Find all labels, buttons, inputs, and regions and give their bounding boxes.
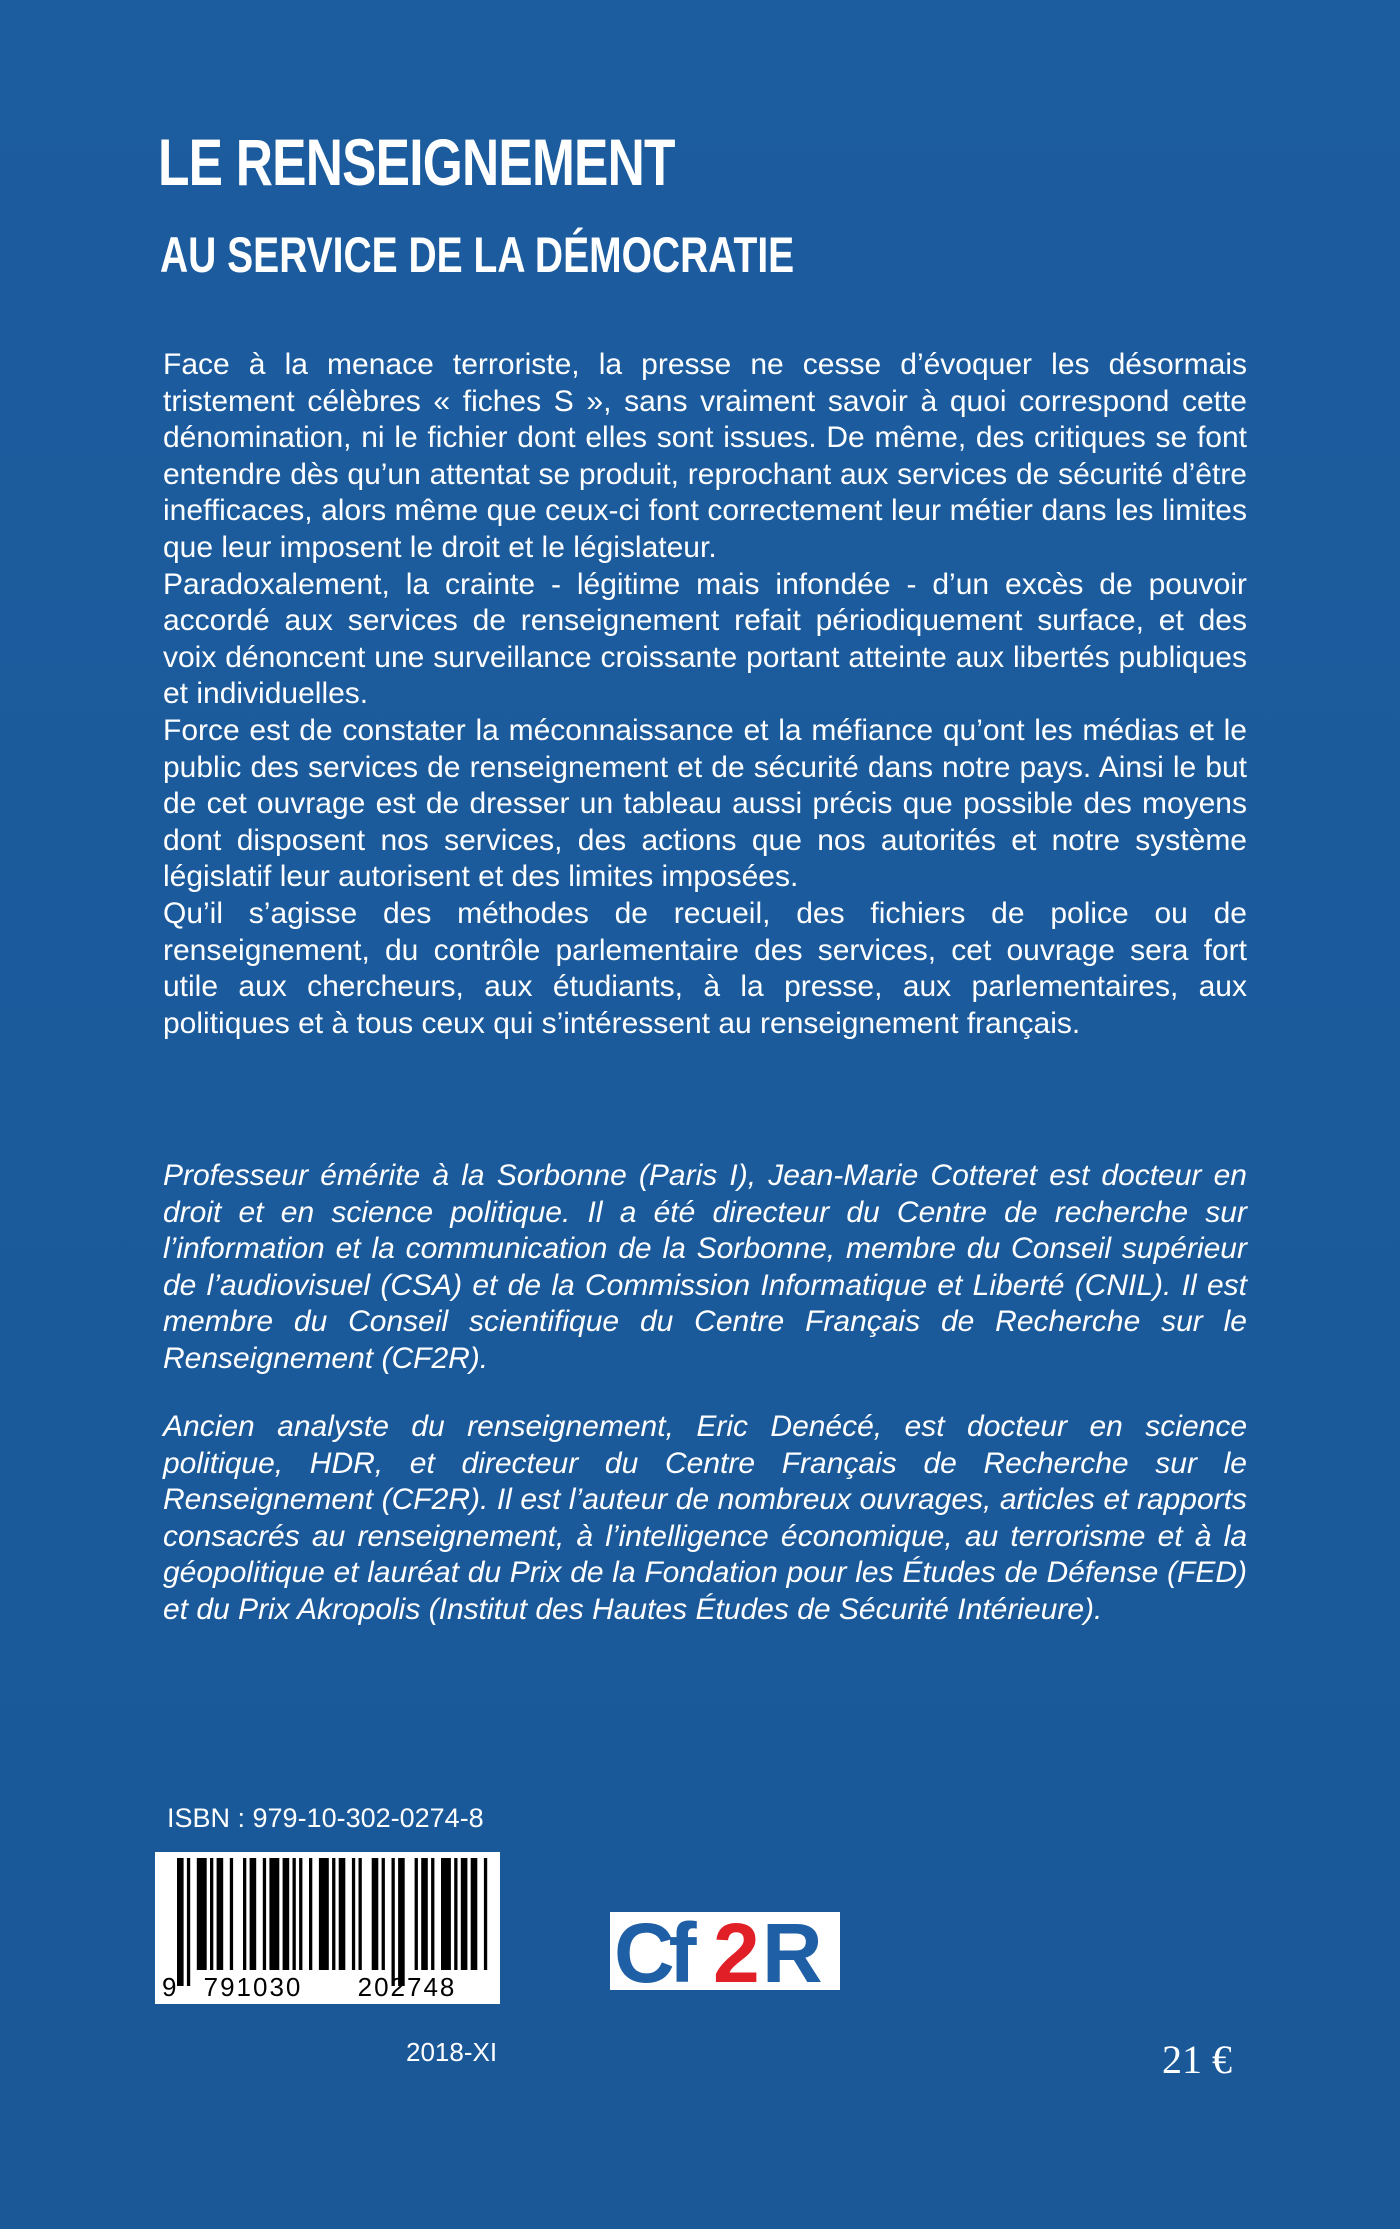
barcode-bar: [243, 1858, 246, 1970]
barcode-bar: [372, 1858, 379, 1970]
barcode-bar: [197, 1858, 207, 1970]
blurb-paragraph-4: Qu’il s’agisse des méthodes de recueil, des fichiers de police ou de renseignement, du contrôle parlementaire des services, cet ouvrage sera fort utile aux chercheurs, aux étudiants, à la presse, aux parlementaires, aux politiques et à tous ceux qui s’intéressent au renseignement français.: [163, 896, 1247, 1040]
author-bio-cotteret: Professeur émérite à la Sorbonne (Paris I), Jean-Marie Cotteret est docteur en droit et en science politique. Il a été directeur du Centre de recherche sur l’information et la communication de la Sorbonne, membre du Conseil supérieur de l’audiovisuel (CSA) et de la Commission Informatique et Liberté (CNIL). Il est membre du Conseil scientifique du Centre Français de Recherche sur le Renseignement (CF2R).: [163, 1159, 1247, 1375]
price: 21 €: [1162, 2037, 1232, 2082]
barcode-bar: [431, 1858, 434, 1970]
barcode-bar: [269, 1858, 279, 1970]
barcode-bar: [339, 1858, 346, 1970]
blurb-paragraph-3: Force est de constater la méconnaissance et la méfiance qu’ont les médias et le public des services de renseignement et de sécurité dans notre pays. Ainsi le but de cet ouvrage est de dresser un tableau aussi précis que possible des moyens dont disposent nos services, des actions que nos autorités et notre système législatif leur autorisent et des limites imposées.: [163, 713, 1247, 894]
barcode-bar: [187, 1858, 190, 1986]
logo-text-2: 2: [713, 1912, 760, 1990]
barcode-first-digit: 9: [162, 1972, 177, 2002]
blurb: [163, 347, 1247, 1042]
logo-text-cf: Cf: [614, 1912, 691, 1990]
logo-text-r: R: [762, 1912, 823, 1990]
barcode-left-group: 791030: [203, 1972, 303, 2002]
barcode-bar: [359, 1858, 362, 1970]
barcode-bar: [415, 1858, 418, 1970]
barcode-bar: [454, 1858, 457, 1970]
barcode-bar: [441, 1858, 451, 1970]
book-subtitle: AU SERVICE DE LA DÉMOCRATIE: [160, 227, 795, 283]
blurb-paragraph-2: Paradoxalement, la crainte - légitime mais infondée - d’un excès de pouvoir accordé aux services de renseignement refait périodiquement surface, et des voix dénoncent une surveillance croissante portant atteinte aux libertés publiques et individuelles.: [163, 567, 1247, 711]
barcode-bars: [177, 1858, 487, 1986]
cf2r-logo: [610, 1912, 840, 1990]
barcode-bar: [263, 1858, 266, 1970]
barcode-bar: [210, 1858, 213, 1970]
barcode-graphic: [155, 1852, 500, 2004]
barcode-bar: [250, 1858, 257, 1970]
barcode-bar: [230, 1858, 233, 1970]
book-title: LE RENSEIGNEMENT: [158, 125, 675, 199]
barcode-bar: [471, 1858, 478, 1970]
barcode-bar: [309, 1858, 312, 1970]
cf2r-logo-icon: [610, 1912, 840, 1990]
author-bio-denece: Ancien analyste du renseignement, Eric Denécé, est docteur en science politique, HDR, et directeur du Centre Français de Recherche sur le Renseignement (CF2R). Il est l’auteur de nombreux ouvrages, articles et rapports consacrés au renseignement, à l’intelligence économique, au terrorisme et à la géopolitique et lauréat du Prix de la Fondation pour les Études de Défense (FED) et du Prix Akropolis (Institut des Hautes Études de Sécurité Intérieure).: [163, 1410, 1247, 1626]
isbn-label: ISBN : 979-10-302-0274-8: [167, 1803, 484, 1833]
barcode-bar: [177, 1858, 184, 1986]
barcode-bar: [217, 1858, 224, 1970]
barcode-bar: [398, 1858, 405, 1986]
barcode-bar: [293, 1858, 296, 1970]
barcode-bar: [461, 1858, 468, 1970]
barcode-bar: [319, 1858, 329, 1970]
barcode-bar: [484, 1858, 487, 1970]
barcode-bar: [392, 1858, 395, 1986]
barcode-bar: [283, 1858, 290, 1970]
blurb-paragraph-1: Face à la menace terroriste, la presse ne cesse d’évoquer les désormais tristement célèbres « fiches S », sans vraiment savoir à quoi correspond cette dénomination, ni le fichier dont elles sont issues. De même, des critiques se font entendre dès qu’un attentat se produit, reprochant aux services de sécurité d’être inefficaces, alors même que ceux-ci font correctement leur métier dans les limites que leur imposent le droit et le législateur.: [163, 348, 1247, 564]
series-code: 2018-XI: [406, 2037, 498, 2067]
barcode: [155, 1852, 500, 2004]
barcode-bar: [299, 1858, 302, 1970]
barcode-bar: [352, 1858, 355, 1970]
barcode-right-group: 202748: [357, 1972, 457, 2002]
barcode-bar: [332, 1858, 335, 1970]
barcode-bar: [382, 1858, 385, 1970]
barcode-bar: [421, 1858, 428, 1970]
